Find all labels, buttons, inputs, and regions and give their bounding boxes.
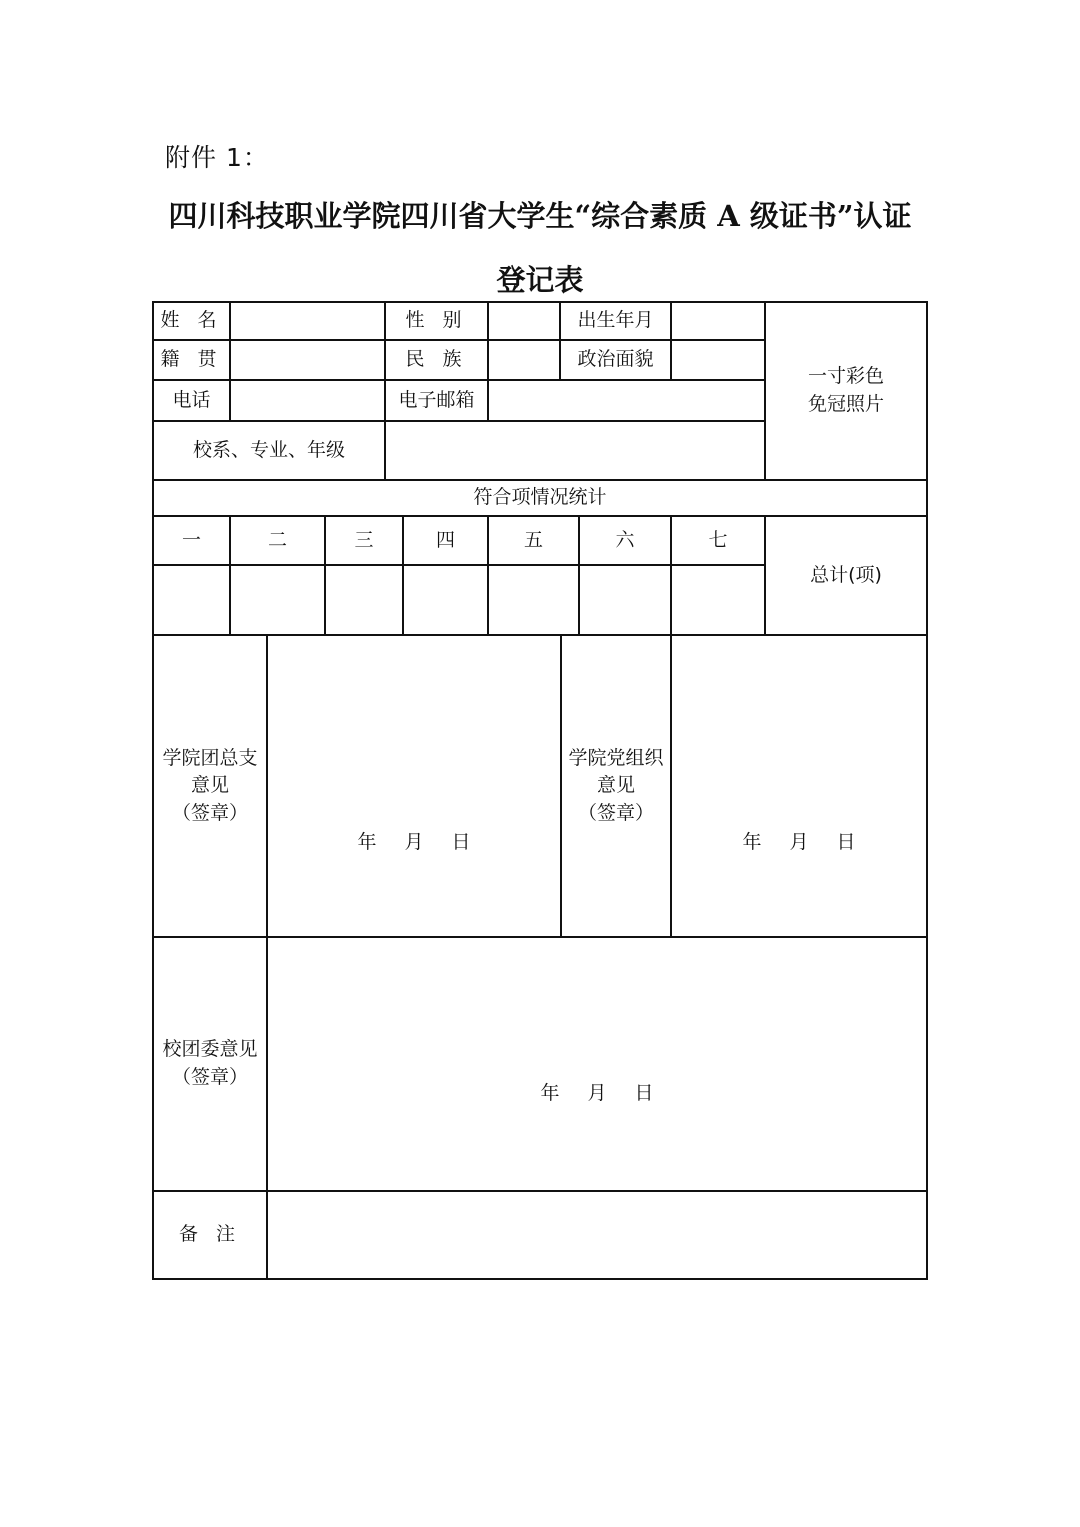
ethnicity-field[interactable] bbox=[489, 341, 559, 379]
party-opinion-date bbox=[672, 823, 926, 863]
youth-league-opinion-label bbox=[154, 938, 266, 1190]
birth-label: 出生年月 bbox=[577, 309, 654, 332]
date-month-label: 月 bbox=[587, 1082, 607, 1105]
stats-col-5-field[interactable] bbox=[489, 566, 578, 634]
date-year-label: 年 bbox=[540, 1082, 560, 1105]
total-count-cell[interactable] bbox=[766, 517, 926, 634]
form-title-line2: 登记表 bbox=[496, 263, 584, 297]
stats-col-6-label: 六 bbox=[615, 528, 635, 551]
attachment-label: 附件 1： bbox=[165, 143, 269, 172]
date-day-label: 日 bbox=[836, 831, 856, 854]
party-opinion-field[interactable] bbox=[672, 636, 926, 936]
phone-field[interactable] bbox=[231, 381, 384, 420]
origin-field[interactable] bbox=[231, 341, 384, 379]
stats-col-1-label: 一 bbox=[181, 528, 201, 551]
branch-opinion-field[interactable] bbox=[268, 636, 560, 936]
date-day-label: 日 bbox=[634, 1082, 654, 1105]
stats-col-1-field[interactable] bbox=[154, 566, 229, 634]
party-opinion-label bbox=[562, 636, 670, 936]
stats-col-4-label: 四 bbox=[435, 528, 455, 551]
gender-label: 性 别 bbox=[405, 309, 468, 332]
stats-col-7-field[interactable] bbox=[672, 566, 764, 634]
branch-opinion-label-line1: 学院团总支 bbox=[162, 746, 258, 769]
photo-placeholder[interactable] bbox=[766, 303, 926, 479]
total-label: 总计(项) bbox=[810, 563, 882, 586]
remarks-label: 备 注 bbox=[178, 1223, 242, 1246]
stats-col-3-label: 三 bbox=[354, 528, 374, 551]
origin-label: 籍 贯 bbox=[160, 348, 223, 371]
party-opinion-label-line3: （签章） bbox=[577, 801, 654, 824]
date-year-label: 年 bbox=[742, 831, 762, 854]
party-opinion-label-line2: 意见 bbox=[596, 774, 635, 797]
form-title-line1: 四川科技职业学院四川省大学生“综合素质 A 级证书”认证 bbox=[168, 199, 912, 233]
date-month-label: 月 bbox=[404, 831, 424, 854]
email-field[interactable] bbox=[489, 381, 764, 420]
registration-form-table bbox=[152, 301, 928, 1280]
political-status-field[interactable] bbox=[672, 341, 764, 379]
youth-league-opinion-label-line1: 校团委意见 bbox=[162, 1038, 258, 1061]
party-opinion-label-line1: 学院党组织 bbox=[568, 746, 664, 769]
name-label: 姓 名 bbox=[160, 309, 223, 332]
stats-col-2-field[interactable] bbox=[231, 566, 324, 634]
phone-label: 电话 bbox=[172, 388, 211, 411]
stats-col-2-label: 二 bbox=[267, 528, 287, 551]
stats-col-7-label: 七 bbox=[708, 528, 728, 551]
political-status-label: 政治面貌 bbox=[577, 348, 654, 371]
stats-col-3-field[interactable] bbox=[326, 566, 402, 634]
date-day-label: 日 bbox=[451, 831, 471, 854]
date-year-label: 年 bbox=[357, 831, 377, 854]
department-major-grade-label: 校系、专业、年级 bbox=[192, 438, 345, 461]
name-field[interactable] bbox=[231, 303, 384, 339]
email-label: 电子邮箱 bbox=[398, 388, 475, 411]
stats-col-5-label: 五 bbox=[523, 528, 543, 551]
date-month-label: 月 bbox=[789, 831, 809, 854]
branch-opinion-date bbox=[268, 823, 560, 863]
branch-opinion-label bbox=[154, 636, 266, 936]
photo-label-line1: 一寸彩色 bbox=[807, 365, 884, 388]
ethnicity-label: 民 族 bbox=[405, 348, 468, 371]
youth-league-opinion-label-line2: （签章） bbox=[171, 1066, 248, 1088]
gender-field[interactable] bbox=[489, 303, 559, 339]
photo-label-line2: 免冠照片 bbox=[807, 393, 884, 415]
branch-opinion-label-line3: （签章） bbox=[171, 801, 248, 824]
youth-league-opinion-field[interactable] bbox=[268, 938, 926, 1190]
stats-col-6-field[interactable] bbox=[580, 566, 670, 634]
stats-col-4-field[interactable] bbox=[404, 566, 487, 634]
birth-field[interactable] bbox=[672, 303, 764, 339]
department-major-grade-field[interactable] bbox=[386, 422, 764, 479]
stats-header: 符合项情况统计 bbox=[473, 486, 607, 509]
branch-opinion-label-line2: 意见 bbox=[190, 774, 229, 797]
remarks-field[interactable] bbox=[268, 1192, 926, 1278]
youth-league-opinion-date bbox=[268, 1074, 926, 1114]
